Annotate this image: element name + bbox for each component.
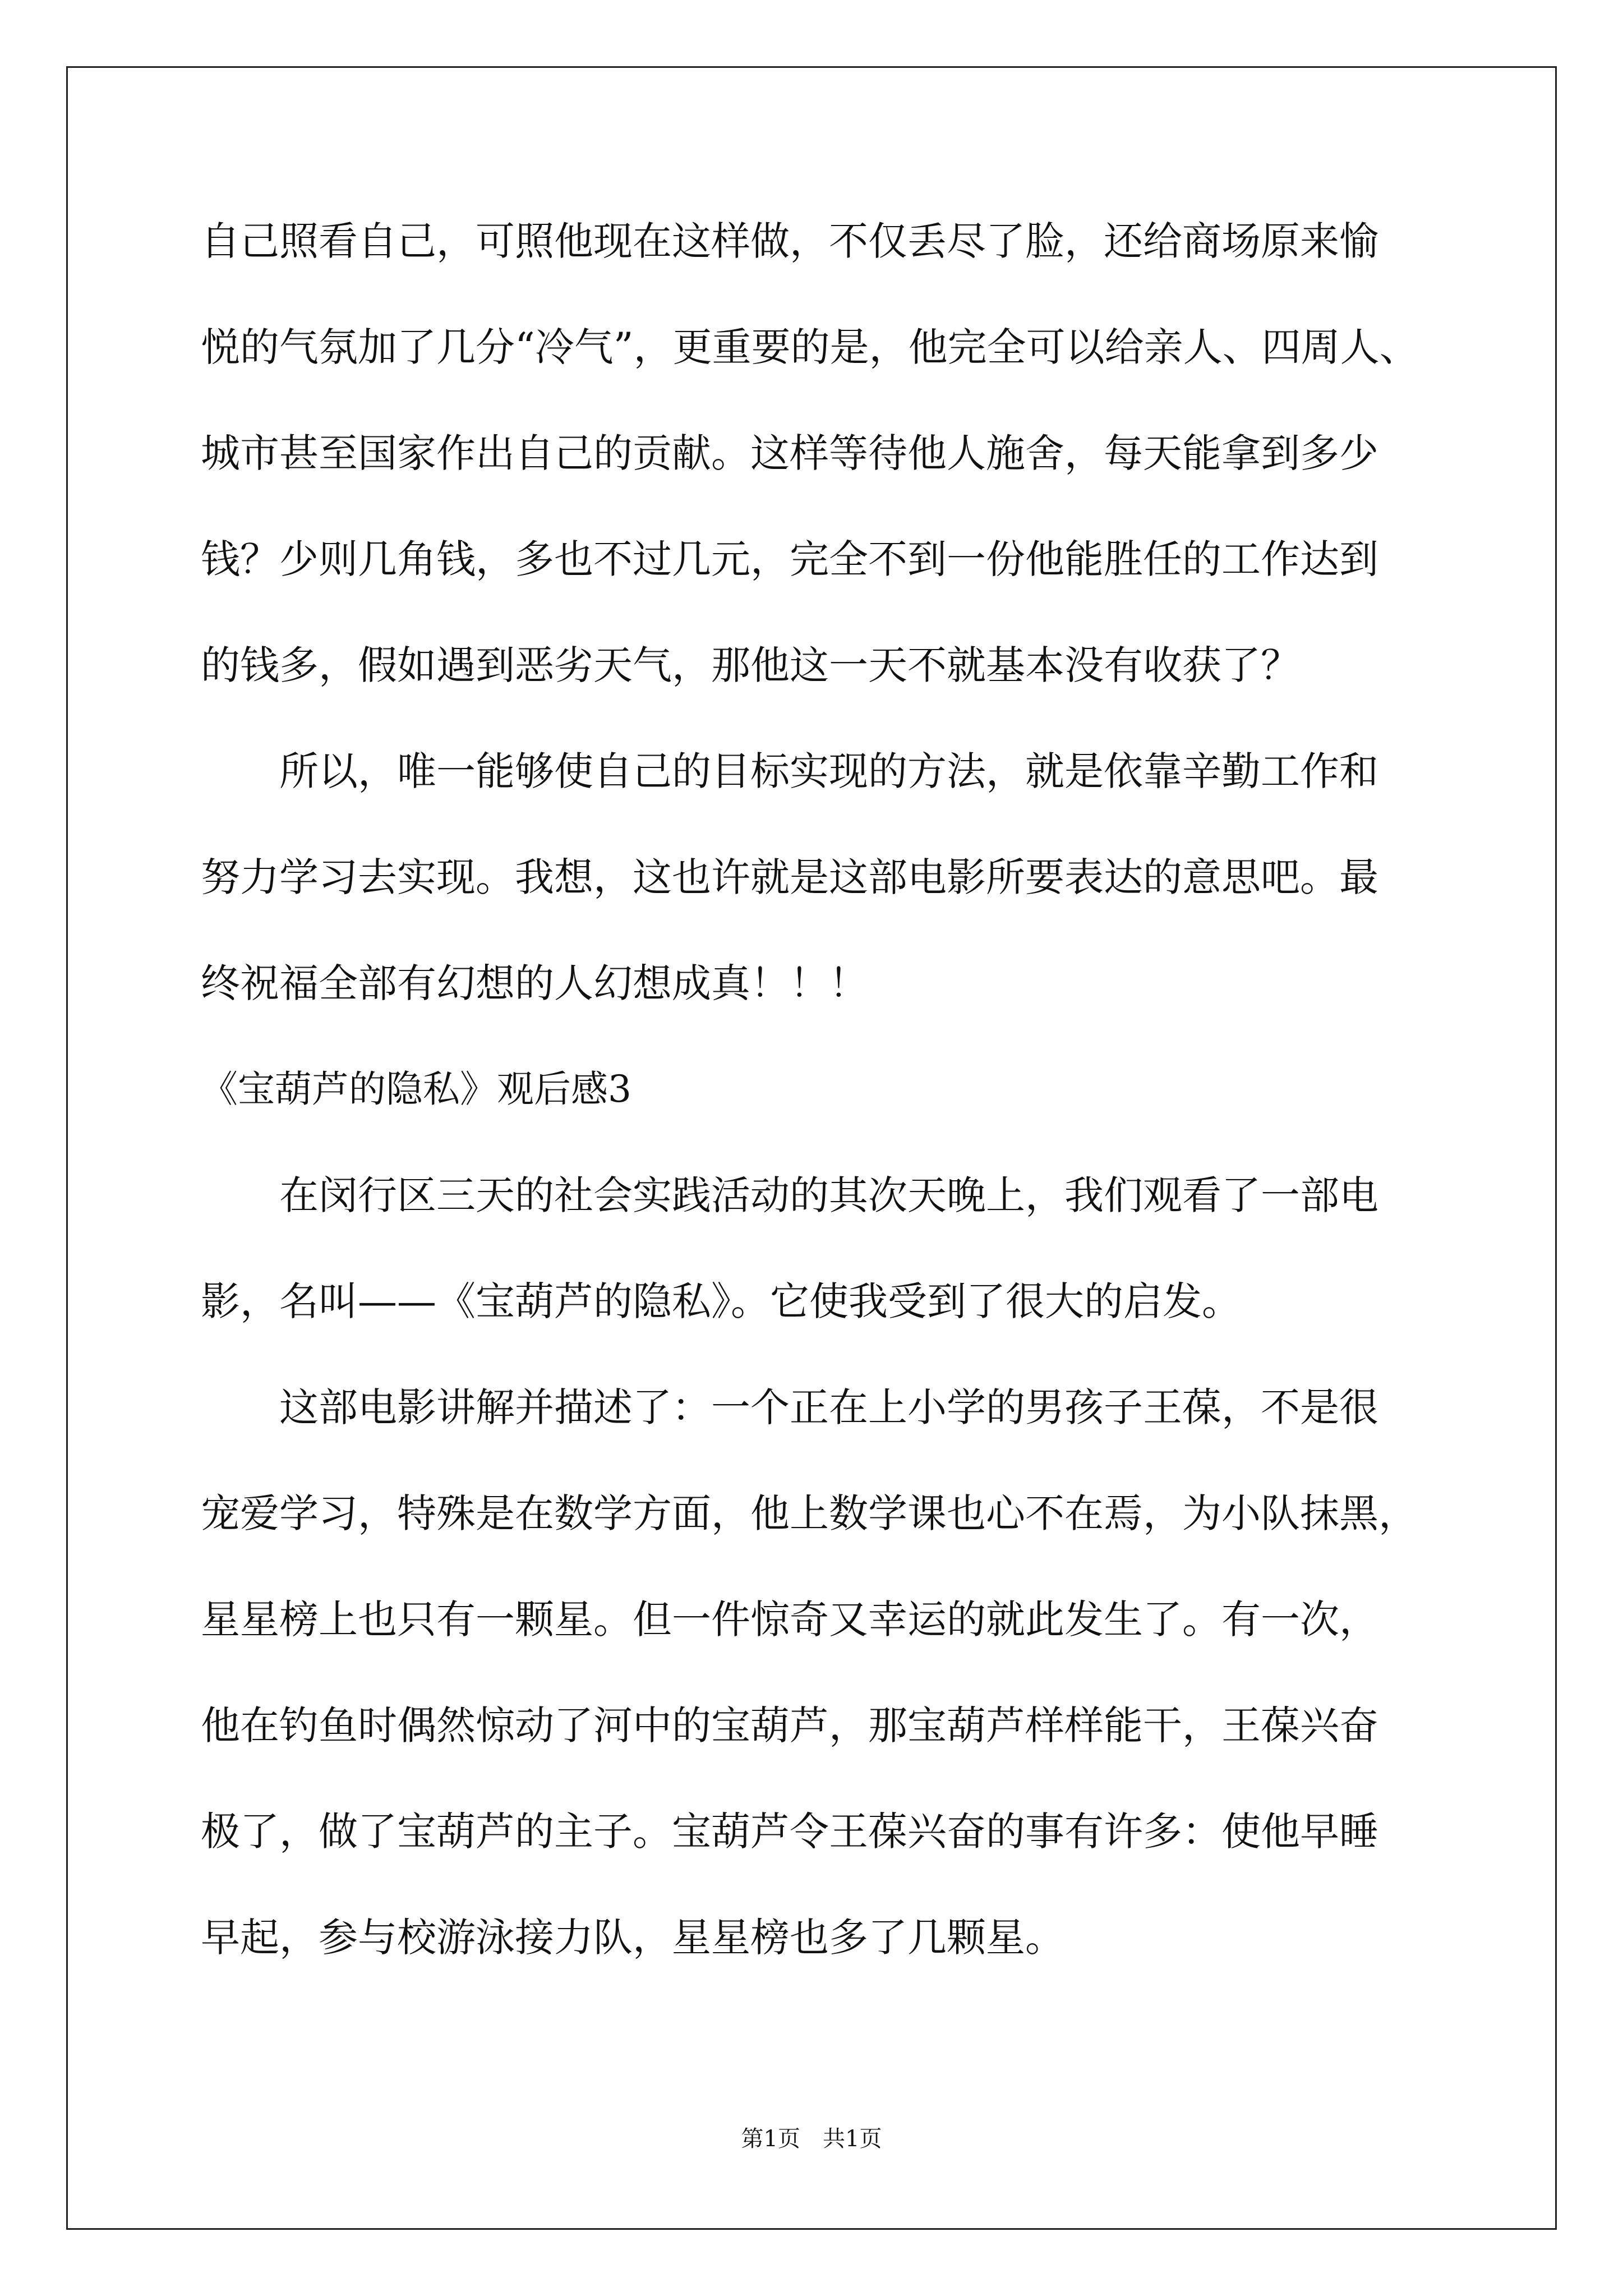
text-line: 极了，做了宝葫芦的主子。宝葫芦令王葆兴奋的事有许多：使他早睡 (201, 1809, 1378, 1855)
paragraph-1 (201, 213, 1457, 743)
text-line: 所以，唯一能够使自己的目标实现的方法，就是依靠辛勤工作和 (279, 748, 1378, 794)
text-line: 终祝福全部有幻想的人幻想成真！！！ (201, 960, 868, 1006)
text-line: 影，名叫——《宝葫芦的隐私》。它使我受到了很大的启发。 (201, 1278, 1241, 1324)
text-line: 早起，参与校游泳接力队，星星榜也多了几颗星。 (201, 1915, 1064, 1961)
text-line: 星星榜上也只有一颗星。但一件惊奇又幸运的就此发生了。有一次， (201, 1596, 1378, 1642)
text-line: 这部电影讲解并描述了：一个正在上小学的男孩子王葆，不是很 (279, 1384, 1378, 1430)
page-footer: 第1页 共1页 (741, 2126, 882, 2152)
paragraph-2 (201, 743, 1457, 1061)
text-line: 他在钓鱼时偶然惊动了河中的宝葫芦，那宝葫芦样样能干，王葆兴奋 (201, 1703, 1378, 1749)
paragraph-4 (201, 1379, 1457, 2016)
paragraph-3 (201, 1167, 1457, 1379)
section-heading: 《宝葫芦的隐私》观后感3 (201, 1068, 631, 1111)
text-line: 的钱多，假如遇到恶劣天气，那他这一天不就基本没有收获了？ (201, 642, 1300, 688)
text-line: 钱？少则几角钱，多也不过几元，完全不到一份他能胜任的工作达到 (201, 536, 1378, 582)
text-line: 宠爱学习，特殊是在数学方面，他上数学课也心不在焉，为小队抹黑， (201, 1490, 1418, 1536)
text-line: 在闵行区三天的社会实践活动的其次天晚上，我们观看了一部电 (279, 1172, 1378, 1218)
text-line: 自己照看自己，可照他现在这样做，不仅丢尽了脸，还给商场原来愉 (201, 218, 1378, 264)
text-line: 努力学习去实现。我想，这也许就是这部电影所要表达的意思吧。最 (201, 854, 1378, 900)
document-body (201, 213, 1457, 2016)
text-line: 城市甚至国家作出自己的贡献。这样等待他人施舍，每天能拿到多少 (201, 430, 1378, 476)
text-line: 悦的气氛加了几分“冷气”，更重要的是，他完全可以给亲人、四周人、 (201, 324, 1419, 370)
